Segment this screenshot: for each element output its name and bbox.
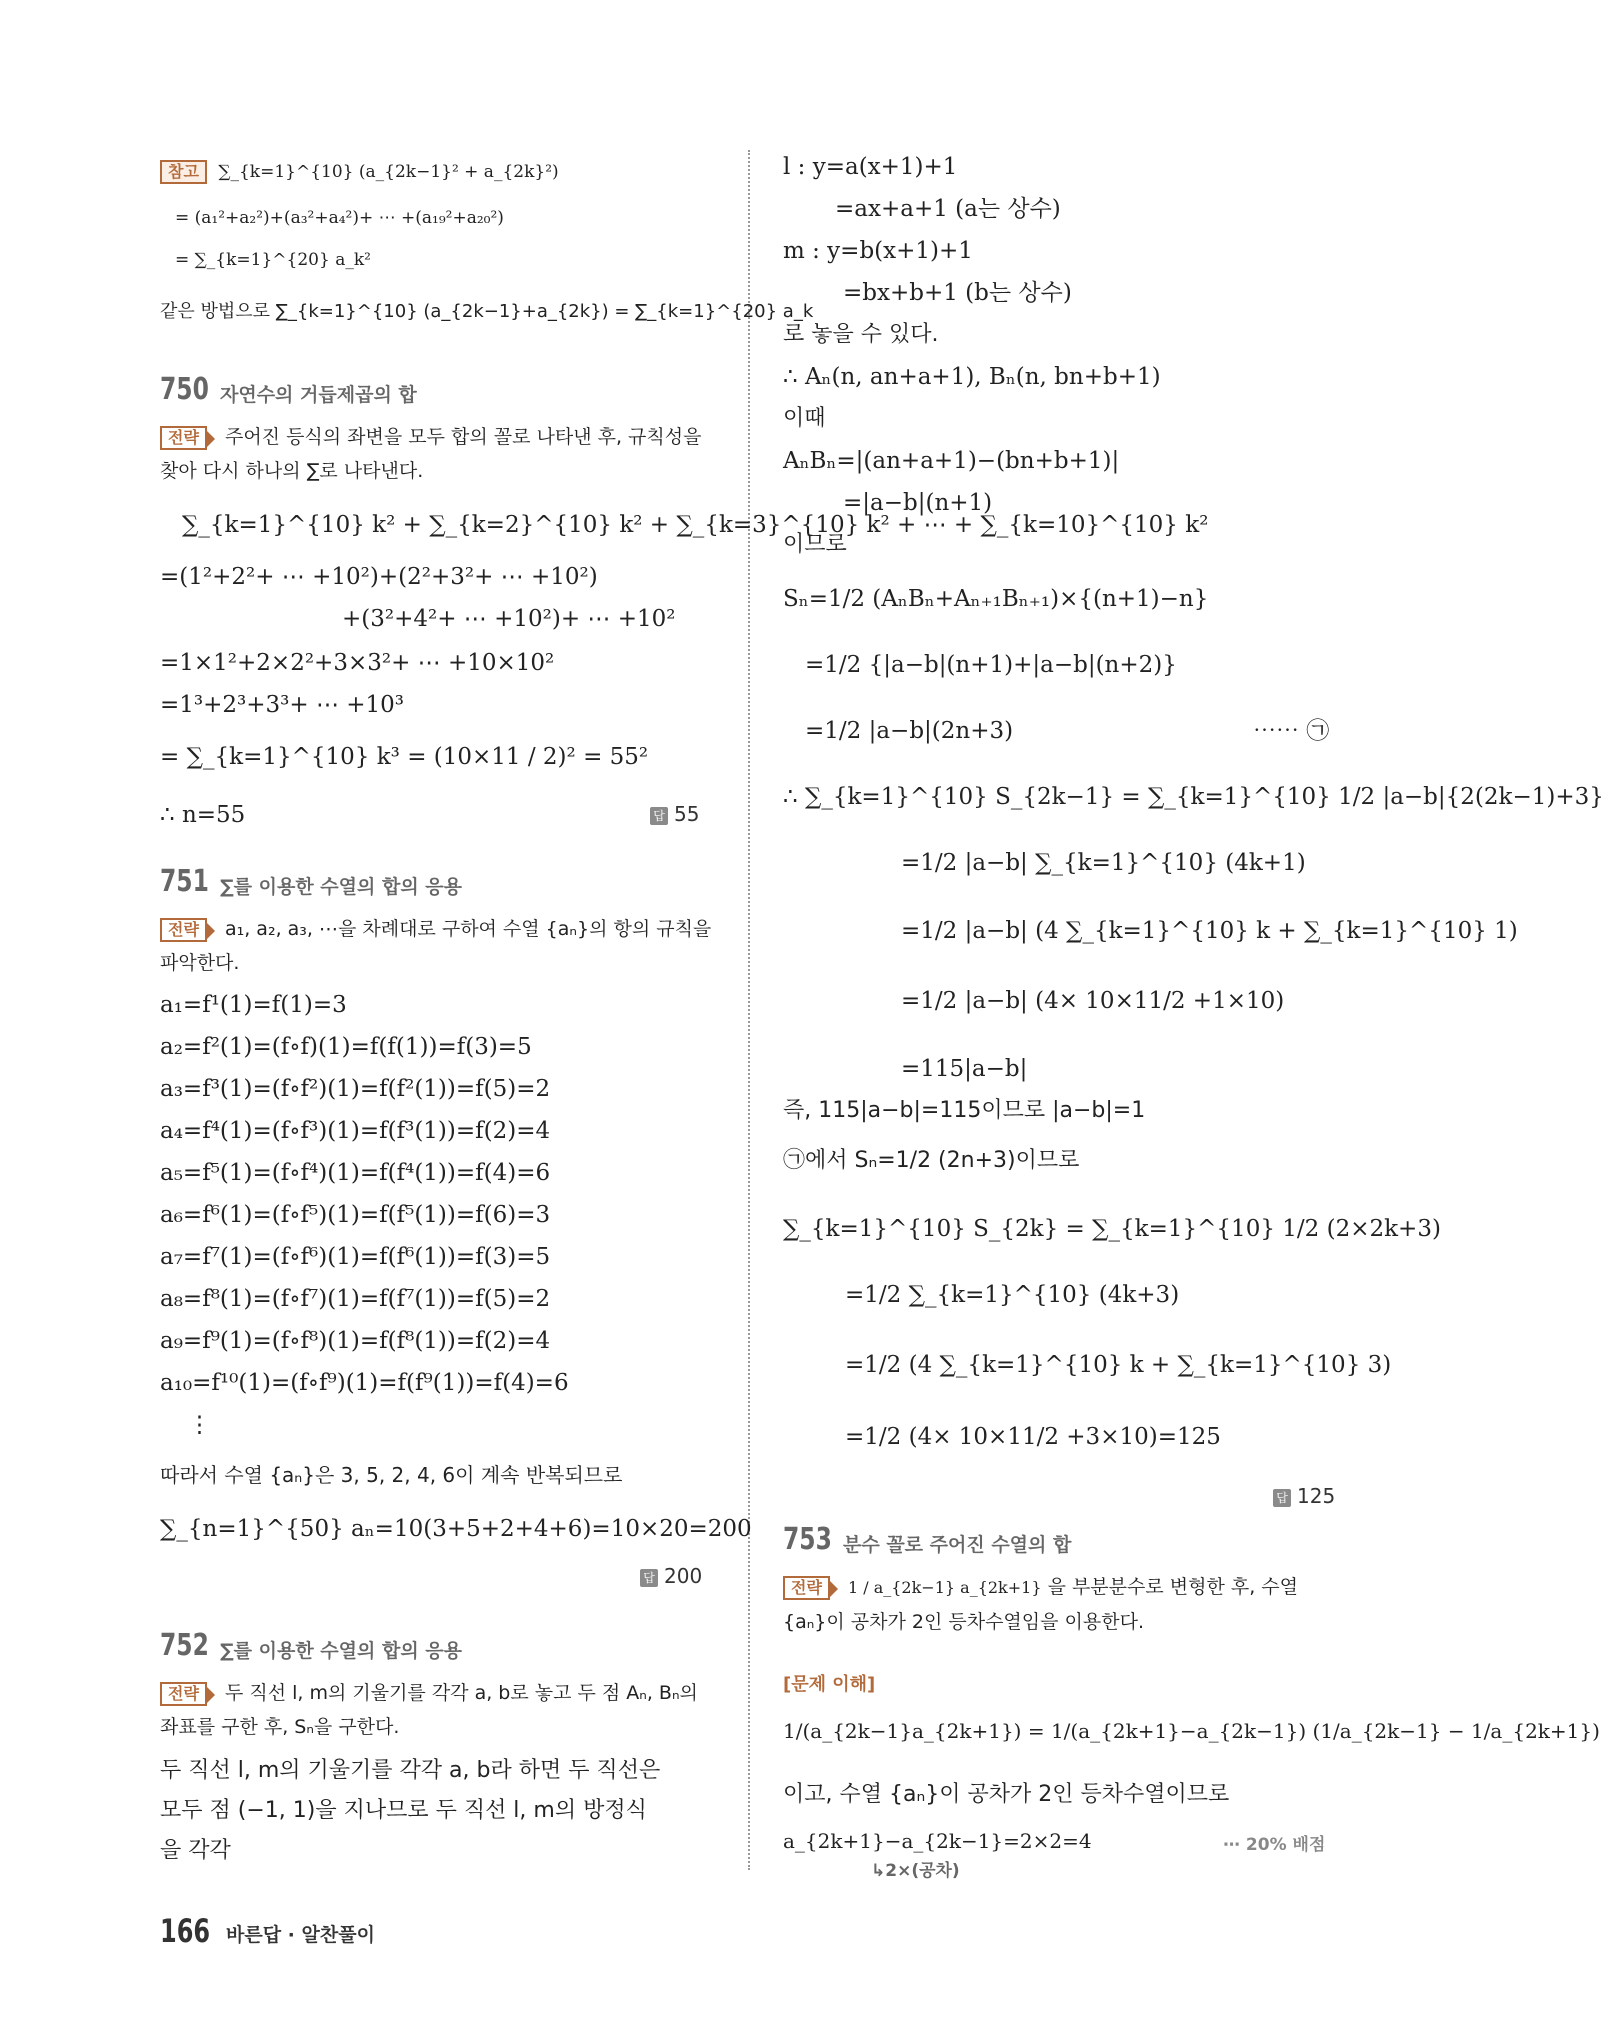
eq-r-24: =1/2 (4 ∑_{k=1}^{10} k + ∑_{k=1}^{10} 3) (845, 1352, 1392, 1378)
text-752-1: 두 직선 l, m의 기울기를 각각 a, b라 하면 두 직선은 (160, 1758, 661, 1783)
strategy-text: a₁, a₂, a₃, ⋯을 차례대로 구하여 수열 {aₙ}의 항의 규칙을 파악한다. (160, 918, 712, 974)
eq-751-5: a₅=f⁵(1)=(f∘f⁴)(1)=f(f⁴(1))=f(4)=6 (160, 1160, 551, 1186)
note-line-4: 같은 방법으로 ∑_{k=1}^{10} (a_{2k−1}+a_{2k}) = ∑_{k=1}^{20} a_k (160, 301, 814, 322)
eq-750-5: =1³+2³+3³+ ⋯ +10³ (160, 692, 405, 718)
eq-r-15: ∴ ∑_{k=1}^{10} S_{2k−1} = ∑_{k=1}^{10} 1/2 |a−b|{2(2k−1)+3} (783, 784, 1604, 810)
answer-750 (650, 802, 699, 826)
problem-number-751: 751 (160, 864, 209, 899)
strategy-tag: 전략 (783, 1576, 830, 1600)
eq-751-6: a₆=f⁶(1)=(f∘f⁵)(1)=f(f⁵(1))=f(6)=3 (160, 1202, 551, 1228)
answer-label: 답 (650, 807, 668, 825)
eq-753-3: a_{2k+1}−a_{2k−1}=2×2=4 (783, 1829, 1092, 1853)
eq-r-20: 즉, 115|a−b|=115이므로 |a−b|=1 (783, 1098, 1146, 1123)
eq-r-22: ∑_{k=1}^{10} S_{2k} = ∑_{k=1}^{10} 1/2 (2×2k+3) (783, 1216, 1441, 1242)
strategy-753 (783, 1570, 1343, 1639)
eq-751-10: a₁₀=f¹⁰(1)=(f∘f⁹)(1)=f(f⁹(1))=f(4)=6 (160, 1370, 569, 1396)
answer-751 (640, 1564, 702, 1588)
eq-751-dots: ⋮ (188, 1412, 211, 1438)
eq-r-1: l : y=a(x+1)+1 (783, 154, 958, 180)
strategy-tag: 전략 (160, 918, 207, 942)
eq-750-2: =(1²+2²+ ⋯ +10²)+(2²+3²+ ⋯ +10²) (160, 564, 598, 590)
eq-750-3: +(3²+4²+ ⋯ +10²)+ ⋯ +10² (342, 606, 676, 632)
eq-751-9: a₉=f⁹(1)=(f∘f⁸)(1)=f(f⁸(1))=f(2)=4 (160, 1328, 551, 1354)
eq-r-5: 로 놓을 수 있다. (783, 322, 939, 347)
eq-r-10: 이므로 (783, 532, 847, 557)
eq-751-7: a₇=f⁷(1)=(f∘f⁶)(1)=f(f⁶(1))=f(3)=5 (160, 1244, 551, 1270)
problem-number-753: 753 (783, 1522, 832, 1557)
eq-r-12: =1/2 {|a−b|(n+1)+|a−b|(n+2)} (805, 652, 1177, 678)
strategy-text: 을 부분분수로 변형한 후, 수열 {aₙ}이 공차가 2인 등차수열임을 이용한다. (783, 1576, 1299, 1633)
eq-r-7: 이때 (783, 406, 826, 431)
note-line-1 (160, 160, 559, 184)
eq-r-4: =bx+b+1 (b는 상수) (843, 280, 1072, 306)
strategy-752 (160, 1676, 720, 1744)
strategy-tag: 전략 (160, 426, 207, 450)
page-footer (160, 1912, 375, 1950)
problem-number-750: 750 (160, 372, 209, 407)
eq-751-2: a₂=f²(1)=(f∘f)(1)=f(f(1))=f(3)=5 (160, 1034, 532, 1060)
eq-r-8: AₙBₙ=|(an+a+1)−(bn+b+1)| (783, 448, 1120, 474)
answer-value: 55 (674, 802, 700, 826)
eq-r-marker: ⋯⋯ ㉠ (1253, 718, 1330, 744)
answer-value: 200 (664, 1564, 703, 1588)
problem-title-750: 자연수의 거듭제곱의 합 (220, 384, 417, 406)
eq-r-18: =1/2 |a−b| (4× 10×11/2 +1×10) (901, 988, 1285, 1014)
eq-751-8: a₈=f⁸(1)=(f∘f⁷)(1)=f(f⁷(1))=f(5)=2 (160, 1286, 551, 1312)
eq-750-4: =1×1²+2×2²+3×3²+ ⋯ +10×10² (160, 650, 555, 676)
note-sum-expression: ∑_{k=1}^{10} (a_{2k−1}² + a_{2k}²) (218, 162, 559, 182)
eq-750-1: ∑_{k=1}^{10} k² + ∑_{k=2}^{10} k² + ∑_{k=3}^{10} k² + ⋯ + ∑_{k=10}^{10} k² (182, 512, 1209, 538)
eq-750-6: = ∑_{k=1}^{10} k³ = (10×11 / 2)² = 55² (160, 744, 649, 770)
eq-753-2: 이고, 수열 {aₙ}이 공차가 2인 등차수열이므로 (783, 1782, 1230, 1807)
eq-r-13: =1/2 |a−b|(2n+3) (805, 718, 1014, 744)
eq-751-3: a₃=f³(1)=(f∘f²)(1)=f(f²(1))=f(5)=2 (160, 1076, 551, 1102)
common-difference-note: ↳2×(공차) (871, 1861, 960, 1881)
eq-r-17: =1/2 |a−b| (4 ∑_{k=1}^{10} k + ∑_{k=1}^{10} 1) (901, 918, 1518, 944)
answer-752 (1273, 1484, 1335, 1508)
note-line-2: = (a₁²+a₂²)+(a₃²+a₄²)+ ⋯ +(a₁₉²+a₂₀²) (175, 208, 504, 228)
eq-r-3: m : y=b(x+1)+1 (783, 238, 973, 264)
score-label: ⋯ 20% 배점 (1223, 1835, 1326, 1855)
eq-751-1: a₁=f¹(1)=f(1)=3 (160, 992, 347, 1018)
problem-title-751: ∑를 이용한 수열의 합의 응용 (220, 876, 462, 898)
answer-label: 답 (1273, 1489, 1291, 1507)
eq-r-21: ㉠에서 Sₙ=1/2 (2n+3)이므로 (783, 1148, 1080, 1173)
strategy-tag: 전략 (160, 1682, 207, 1706)
eq-r-19: =115|a−b| (901, 1056, 1028, 1082)
eq-r-2: =ax+a+1 (a는 상수) (835, 196, 1061, 222)
problem-number-752: 752 (160, 1628, 209, 1663)
eq-r-9: =|a−b|(n+1) (843, 490, 993, 516)
note-tag: 참고 (160, 160, 207, 184)
page-number: 166 (160, 1912, 211, 1950)
strategy-750 (160, 420, 720, 488)
problem-understanding-label: [문제 이해] (783, 1674, 876, 1695)
eq-r-23: =1/2 ∑_{k=1}^{10} (4k+3) (845, 1282, 1180, 1308)
eq-751-12: 따라서 수열 {aₙ}은 3, 5, 2, 4, 6이 계속 반복되므로 (160, 1463, 623, 1487)
eq-751-4: a₄=f⁴(1)=(f∘f³)(1)=f(f³(1))=f(2)=4 (160, 1118, 551, 1144)
eq-751-13: ∑_{n=1}^{50} aₙ=10(3+5+2+4+6)=10×20=200 (160, 1516, 752, 1542)
text-752-2: 모두 점 (−1, 1)을 지나므로 두 직선 l, m의 방정식 (160, 1798, 647, 1823)
strategy-fraction: 1 / a_{2k−1} a_{2k+1} (847, 1578, 1042, 1597)
problem-title-753: 분수 꼴로 주어진 수열의 합 (843, 1534, 1072, 1556)
eq-r-11: Sₙ=1/2 (AₙBₙ+Aₙ₊₁Bₙ₊₁)×{(n+1)−n} (783, 586, 1209, 612)
answer-label: 답 (640, 1569, 658, 1587)
text-752-3: 을 각각 (160, 1838, 231, 1863)
eq-753-1: 1/(a_{2k−1}a_{2k+1}) = 1/(a_{2k+1}−a_{2k−1}) (1/a_{2k−1} − 1/a_{2k+1}) (783, 1719, 1600, 1743)
strategy-751 (160, 912, 720, 980)
strategy-text: 주어진 등식의 좌변을 모두 합의 꼴로 나타낸 후, 규칙성을 찾아 다시 하나의 ∑로 나타낸다. (160, 426, 702, 482)
eq-750-7: ∴ n=55 (160, 802, 246, 828)
column-divider (748, 150, 750, 1870)
problem-title-752: ∑를 이용한 수열의 합의 응용 (220, 1640, 462, 1662)
eq-r-6: ∴ Aₙ(n, an+a+1), Bₙ(n, bn+b+1) (783, 364, 1161, 390)
eq-r-25: =1/2 (4× 10×11/2 +3×10)=125 (845, 1424, 1221, 1450)
eq-r-16: =1/2 |a−b| ∑_{k=1}^{10} (4k+1) (901, 850, 1306, 876)
note-line-3: = ∑_{k=1}^{20} a_k² (175, 250, 371, 270)
book-title: 바른답 · 알찬풀이 (226, 1924, 375, 1946)
answer-value: 125 (1297, 1484, 1336, 1508)
strategy-text: 두 직선 l, m의 기울기를 각각 a, b로 놓고 두 점 Aₙ, Bₙ의 좌표를 구한 후, Sₙ을 구한다. (160, 1682, 698, 1738)
